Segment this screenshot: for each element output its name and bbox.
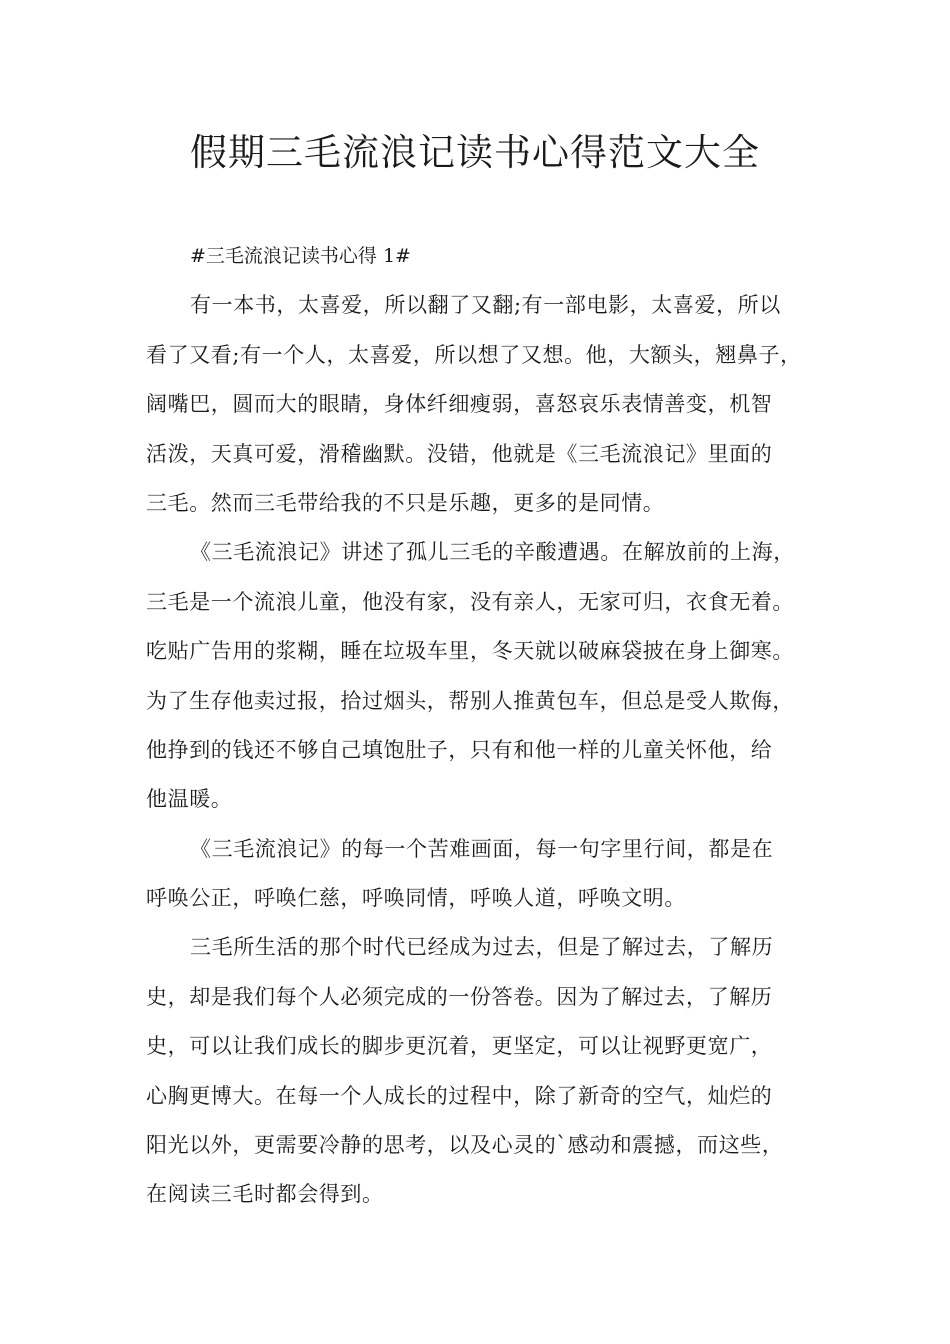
document-title: 假期三毛流浪记读书心得范文大全 xyxy=(190,131,760,174)
paragraph-line: 在阅读三毛时都会得到。 xyxy=(146,1182,384,1207)
paragraph-line: 他挣到的钱还不够自己填饱肚子，只有和他一样的儿童关怀他，给 xyxy=(146,737,773,762)
paragraph-line: 看了又看;有一个人，太喜爱，所以想了又想。他，大额头，翘鼻子， xyxy=(146,342,802,367)
paragraph-line: 阔嘴巴，圆而大的眼睛，身体纤细瘦弱，喜怒哀乐表情善变，机智 xyxy=(146,392,773,417)
paragraph-line: 史，可以让我们成长的脚步更沉着，更坚定，可以让视野更宽广， xyxy=(146,1034,773,1059)
paragraph-line: 活泼，天真可爱，滑稽幽默。没错，他就是《三毛流浪记》里面的 xyxy=(146,441,773,466)
paragraph-line: 呼唤公正，呼唤仁慈，呼唤同情，呼唤人道，呼唤文明。 xyxy=(146,886,686,911)
paragraph-line: 史，却是我们每个人必须完成的一份答卷。因为了解过去，了解历 xyxy=(146,984,773,1009)
paragraph-line: 三毛所生活的那个时代已经成为过去，但是了解过去，了解历 xyxy=(190,935,774,960)
document-body xyxy=(146,232,810,1220)
paragraph-line: 他温暖。 xyxy=(146,787,233,812)
paragraph-line: 心胸更博大。在每一个人成长的过程中，除了新奇的空气，灿烂的 xyxy=(146,1083,773,1108)
section-heading: #三毛流浪记读书心得 1# xyxy=(190,245,411,267)
paragraph-line: 为了生存他卖过报，拾过烟头，帮别人推黄包车，但总是受人欺侮， xyxy=(146,688,794,713)
paragraph-line: 三毛是一个流浪儿童，他没有家，没有亲人，无家可归，衣食无着。 xyxy=(146,589,794,614)
paragraph-line: 吃贴广告用的浆糊，睡在垃圾车里，冬天就以破麻袋披在身上御寒。 xyxy=(146,639,794,664)
paragraph-line: 《三毛流浪记》的每一个苦难画面，每一句字里行间，都是在 xyxy=(190,836,774,861)
paragraph-line: 有一本书，太喜爱，所以翻了又翻;有一部电影，太喜爱，所以 xyxy=(190,293,781,318)
paragraph-line: 三毛。然而三毛带给我的不只是乐趣，更多的是同情。 xyxy=(146,490,665,515)
paragraph-line: 阳光以外，更需要冷静的思考，以及心灵的`感动和震撼，而这些， xyxy=(146,1133,784,1158)
paragraph-line: 《三毛流浪记》讲述了孤儿三毛的辛酸遭遇。在解放前的上海， xyxy=(190,540,795,565)
